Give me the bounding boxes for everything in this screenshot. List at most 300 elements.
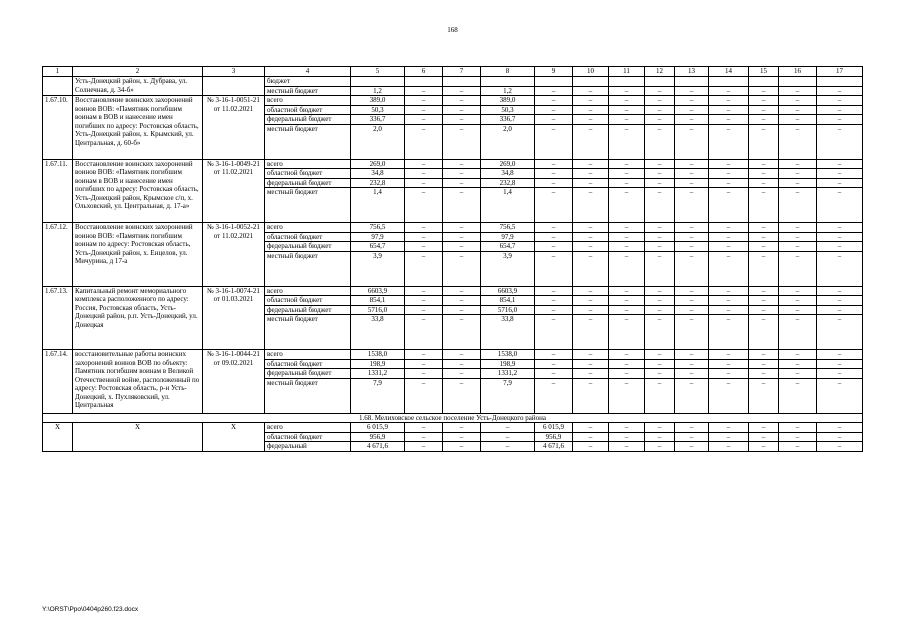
- funding-type: всего: [265, 350, 351, 360]
- value-col-14: –: [709, 432, 749, 442]
- value-col-17: –: [817, 423, 863, 433]
- value-col-10: –: [573, 232, 609, 242]
- value-col-10: –: [573, 350, 609, 360]
- column-header-17: 17: [817, 67, 863, 77]
- item-document: № 3-16-1-0052-21 от 11.02.2021: [203, 223, 265, 287]
- value-col-8: 2,0: [481, 124, 535, 159]
- funding-type: всего: [265, 223, 351, 233]
- value-col-5: 6603,9: [351, 286, 405, 296]
- value-col-10: –: [573, 442, 609, 452]
- value-col-10: –: [573, 115, 609, 125]
- value-col-16: –: [779, 305, 817, 315]
- value-col-8: –: [481, 442, 535, 452]
- funding-type: местный бюджет: [265, 315, 351, 350]
- table-row: [43, 350, 863, 360]
- value-col-14: –: [709, 251, 749, 286]
- value-col-14: –: [709, 369, 749, 379]
- funding-type: областной бюджет: [265, 296, 351, 306]
- value-col-7: –: [443, 86, 481, 96]
- value-col-7: –: [443, 296, 481, 306]
- value-col-5: 34,8: [351, 169, 405, 179]
- value-col-15: –: [749, 359, 779, 369]
- value-col-15: –: [749, 105, 779, 115]
- value-col-13: –: [675, 369, 709, 379]
- value-col-14: –: [709, 359, 749, 369]
- value-col-15: [749, 77, 779, 87]
- value-col-15: –: [749, 86, 779, 96]
- value-col-8: 34,8: [481, 169, 535, 179]
- item-number: 1.67.12.: [43, 223, 73, 287]
- value-col-5: 756,5: [351, 223, 405, 233]
- value-col-11: –: [609, 188, 645, 223]
- value-col-9: –: [535, 315, 573, 350]
- value-col-16: –: [779, 442, 817, 452]
- funding-type: федеральный бюджет: [265, 178, 351, 188]
- value-col-8: 7,9: [481, 378, 535, 413]
- funding-type: областной бюджет: [265, 232, 351, 242]
- value-col-14: –: [709, 286, 749, 296]
- section-title: 1.68. Мелиховское сельское поселение Усть-Донецкого района: [43, 413, 863, 423]
- value-col-13: –: [675, 169, 709, 179]
- value-col-11: –: [609, 350, 645, 360]
- value-col-17: [817, 77, 863, 87]
- table-row: [43, 423, 863, 433]
- value-col-16: –: [779, 423, 817, 433]
- value-col-13: –: [675, 251, 709, 286]
- value-col-9: –: [535, 115, 573, 125]
- value-col-12: –: [645, 432, 675, 442]
- column-header-10: 10: [573, 67, 609, 77]
- value-col-13: –: [675, 432, 709, 442]
- value-col-14: –: [709, 178, 749, 188]
- value-col-15: –: [749, 124, 779, 159]
- value-col-17: –: [817, 350, 863, 360]
- value-col-7: –: [443, 359, 481, 369]
- value-col-8: 198,9: [481, 359, 535, 369]
- value-col-11: –: [609, 96, 645, 106]
- item-document: № 3-16-1-0074-21 от 01.03.2021: [203, 286, 265, 350]
- value-col-8: 97,9: [481, 232, 535, 242]
- value-col-7: –: [443, 432, 481, 442]
- item-name: Х: [73, 423, 203, 452]
- value-col-5: 1,2: [351, 86, 405, 96]
- value-col-7: –: [443, 369, 481, 379]
- value-col-13: –: [675, 423, 709, 433]
- value-col-11: –: [609, 432, 645, 442]
- value-col-8: 1,2: [481, 86, 535, 96]
- funding-type: бюджет: [265, 77, 351, 87]
- value-col-11: –: [609, 369, 645, 379]
- funding-type: всего: [265, 423, 351, 433]
- value-col-5: 389,0: [351, 96, 405, 106]
- funding-type: областной бюджет: [265, 105, 351, 115]
- column-header-3: 3: [203, 67, 265, 77]
- value-col-12: –: [645, 86, 675, 96]
- column-header-16: 16: [779, 67, 817, 77]
- value-col-14: –: [709, 242, 749, 252]
- funding-type: федеральный бюджет: [265, 305, 351, 315]
- section-header-row: [43, 413, 863, 423]
- value-col-14: –: [709, 124, 749, 159]
- value-col-6: –: [405, 369, 443, 379]
- value-col-16: –: [779, 251, 817, 286]
- value-col-13: –: [675, 223, 709, 233]
- value-col-12: –: [645, 423, 675, 433]
- value-col-8: 389,0: [481, 96, 535, 106]
- value-col-12: –: [645, 242, 675, 252]
- funding-type: федеральный бюджет: [265, 369, 351, 379]
- value-col-17: –: [817, 442, 863, 452]
- value-col-9: –: [535, 96, 573, 106]
- column-header-12: 12: [645, 67, 675, 77]
- value-col-10: –: [573, 286, 609, 296]
- column-header-2: 2: [73, 67, 203, 77]
- value-col-15: –: [749, 305, 779, 315]
- value-col-6: –: [405, 378, 443, 413]
- value-col-16: –: [779, 115, 817, 125]
- value-col-14: –: [709, 305, 749, 315]
- item-number: 1.67.13.: [43, 286, 73, 350]
- value-col-5: 198,9: [351, 359, 405, 369]
- value-col-6: –: [405, 432, 443, 442]
- value-col-13: –: [675, 105, 709, 115]
- value-col-10: –: [573, 423, 609, 433]
- value-col-6: –: [405, 223, 443, 233]
- value-col-9: –: [535, 159, 573, 169]
- value-col-14: –: [709, 115, 749, 125]
- value-col-17: –: [817, 286, 863, 296]
- value-col-13: –: [675, 305, 709, 315]
- item-name: Усть-Донецкий район, х. Дубрава, ул. Солнечная, д. 34-б»: [73, 77, 203, 96]
- value-col-11: [609, 77, 645, 87]
- value-col-10: –: [573, 159, 609, 169]
- value-col-6: –: [405, 105, 443, 115]
- value-col-8: [481, 77, 535, 87]
- value-col-8: 33,8: [481, 315, 535, 350]
- value-col-13: –: [675, 232, 709, 242]
- column-header-4: 4: [265, 67, 351, 77]
- value-col-13: –: [675, 378, 709, 413]
- value-col-7: –: [443, 105, 481, 115]
- value-col-11: –: [609, 296, 645, 306]
- value-col-15: –: [749, 242, 779, 252]
- value-col-15: –: [749, 188, 779, 223]
- value-col-9: –: [535, 124, 573, 159]
- value-col-9: –: [535, 86, 573, 96]
- value-col-15: –: [749, 423, 779, 433]
- value-col-17: –: [817, 305, 863, 315]
- value-col-16: –: [779, 350, 817, 360]
- funding-type: областной бюджет: [265, 359, 351, 369]
- value-col-15: –: [749, 432, 779, 442]
- column-header-1: 1: [43, 67, 73, 77]
- value-col-5: 1,4: [351, 188, 405, 223]
- value-col-7: –: [443, 242, 481, 252]
- value-col-13: [675, 77, 709, 87]
- value-col-6: –: [405, 159, 443, 169]
- value-col-14: –: [709, 296, 749, 306]
- value-col-16: –: [779, 315, 817, 350]
- item-number: Х: [43, 423, 73, 452]
- value-col-8: 756,5: [481, 223, 535, 233]
- value-col-11: –: [609, 169, 645, 179]
- value-col-15: –: [749, 159, 779, 169]
- value-col-9: –: [535, 242, 573, 252]
- value-col-10: –: [573, 251, 609, 286]
- value-col-11: –: [609, 251, 645, 286]
- value-col-6: –: [405, 232, 443, 242]
- value-col-9: –: [535, 350, 573, 360]
- value-col-15: –: [749, 369, 779, 379]
- value-col-12: –: [645, 178, 675, 188]
- value-col-5: 654,7: [351, 242, 405, 252]
- value-col-16: –: [779, 242, 817, 252]
- value-col-11: –: [609, 105, 645, 115]
- value-col-15: –: [749, 115, 779, 125]
- value-col-11: –: [609, 124, 645, 159]
- value-col-16: –: [779, 223, 817, 233]
- value-col-12: –: [645, 350, 675, 360]
- value-col-9: –: [535, 296, 573, 306]
- value-col-12: –: [645, 124, 675, 159]
- value-col-15: –: [749, 251, 779, 286]
- value-col-10: –: [573, 359, 609, 369]
- funding-type: всего: [265, 286, 351, 296]
- item-document: Х: [203, 423, 265, 452]
- value-col-16: –: [779, 96, 817, 106]
- value-col-10: –: [573, 124, 609, 159]
- funding-type: всего: [265, 96, 351, 106]
- value-col-13: –: [675, 159, 709, 169]
- column-header-5: 5: [351, 67, 405, 77]
- value-col-15: –: [749, 178, 779, 188]
- value-col-15: –: [749, 296, 779, 306]
- column-header-8: 8: [481, 67, 535, 77]
- table-row: [43, 223, 863, 233]
- value-col-6: –: [405, 169, 443, 179]
- item-document: [203, 77, 265, 96]
- value-col-8: 50,3: [481, 105, 535, 115]
- value-col-10: –: [573, 432, 609, 442]
- column-header-7: 7: [443, 67, 481, 77]
- value-col-17: –: [817, 242, 863, 252]
- value-col-7: [443, 77, 481, 87]
- value-col-17: –: [817, 359, 863, 369]
- value-col-9: 4 671,6: [535, 442, 573, 452]
- value-col-6: –: [405, 86, 443, 96]
- value-col-5: 956,9: [351, 432, 405, 442]
- value-col-5: 6 015,9: [351, 423, 405, 433]
- value-col-7: –: [443, 350, 481, 360]
- value-col-6: –: [405, 124, 443, 159]
- value-col-9: –: [535, 188, 573, 223]
- funding-type: федеральный бюджет: [265, 115, 351, 125]
- value-col-5: 1538,0: [351, 350, 405, 360]
- value-col-9: –: [535, 178, 573, 188]
- column-header-15: 15: [749, 67, 779, 77]
- value-col-8: 1538,0: [481, 350, 535, 360]
- value-col-17: –: [817, 232, 863, 242]
- value-col-16: –: [779, 359, 817, 369]
- column-header-13: 13: [675, 67, 709, 77]
- funding-type: местный бюджет: [265, 124, 351, 159]
- item-name: Капитальный ремонт мемориального комплекса расположенного по адресу: Россия, Ростовская область, Усть-Донецкий район, р.п. Усть-Донецкий, ул. Донецкая: [73, 286, 203, 350]
- value-col-7: –: [443, 232, 481, 242]
- value-col-17: –: [817, 315, 863, 350]
- value-col-11: –: [609, 378, 645, 413]
- value-col-7: –: [443, 169, 481, 179]
- value-col-6: –: [405, 423, 443, 433]
- value-col-13: –: [675, 296, 709, 306]
- value-col-6: –: [405, 315, 443, 350]
- item-number: 1.67.14.: [43, 350, 73, 414]
- value-col-15: –: [749, 442, 779, 452]
- value-col-12: –: [645, 378, 675, 413]
- value-col-6: –: [405, 305, 443, 315]
- value-col-16: –: [779, 188, 817, 223]
- value-col-7: –: [443, 188, 481, 223]
- value-col-10: –: [573, 169, 609, 179]
- funding-type: местный бюджет: [265, 251, 351, 286]
- value-col-15: –: [749, 350, 779, 360]
- item-document: № 3-16-1-0049-21 от 11.02.2021: [203, 159, 265, 223]
- value-col-14: –: [709, 96, 749, 106]
- value-col-12: –: [645, 115, 675, 125]
- value-col-12: –: [645, 296, 675, 306]
- value-col-9: [535, 77, 573, 87]
- value-col-11: –: [609, 159, 645, 169]
- value-col-14: –: [709, 232, 749, 242]
- value-col-9: –: [535, 169, 573, 179]
- value-col-12: –: [645, 359, 675, 369]
- value-col-8: 336,7: [481, 115, 535, 125]
- value-col-5: 336,7: [351, 115, 405, 125]
- value-col-8: 3,9: [481, 251, 535, 286]
- value-col-11: –: [609, 286, 645, 296]
- value-col-16: –: [779, 432, 817, 442]
- value-col-17: –: [817, 378, 863, 413]
- value-col-8: 232,8: [481, 178, 535, 188]
- value-col-7: –: [443, 159, 481, 169]
- value-col-7: –: [443, 115, 481, 125]
- value-col-12: [645, 77, 675, 87]
- value-col-6: [405, 77, 443, 87]
- value-col-6: –: [405, 442, 443, 452]
- value-col-9: –: [535, 286, 573, 296]
- value-col-16: –: [779, 124, 817, 159]
- value-col-6: –: [405, 286, 443, 296]
- value-col-15: –: [749, 378, 779, 413]
- value-col-17: –: [817, 105, 863, 115]
- value-col-15: –: [749, 169, 779, 179]
- value-col-12: –: [645, 223, 675, 233]
- value-col-6: –: [405, 359, 443, 369]
- item-document: № 3-16-1-0044-21 от 09.02.2021: [203, 350, 265, 414]
- value-col-16: –: [779, 86, 817, 96]
- value-col-5: 3,9: [351, 251, 405, 286]
- value-col-17: –: [817, 188, 863, 223]
- value-col-12: –: [645, 442, 675, 452]
- value-col-9: –: [535, 305, 573, 315]
- value-col-10: –: [573, 369, 609, 379]
- value-col-7: –: [443, 178, 481, 188]
- value-col-10: –: [573, 305, 609, 315]
- value-col-11: –: [609, 223, 645, 233]
- value-col-17: –: [817, 124, 863, 159]
- value-col-17: –: [817, 223, 863, 233]
- value-col-16: –: [779, 296, 817, 306]
- item-name: Восстановление воинских захоронений воинов ВОВ: «Памятник погибшим воинам в ВОВ и нанесение имен погибших по адресу: Ростовская область, Усть-Донецкий район, Крымское с/п, х. Ольховский, ул. Центральная, д. 17-а»: [73, 159, 203, 223]
- value-col-17: –: [817, 86, 863, 96]
- value-col-6: –: [405, 350, 443, 360]
- value-col-15: –: [749, 286, 779, 296]
- value-col-17: –: [817, 115, 863, 125]
- value-col-15: –: [749, 223, 779, 233]
- value-col-9: –: [535, 223, 573, 233]
- item-name: Восстановление воинских захоронений воинов ВОВ: «Памятник погибшим воинам в ВОВ и нанесение имен погибших по адресу: Ростовская область, Усть-Донецкий район, х. Крымский, ул. Центральная, д. 60-б»: [73, 96, 203, 160]
- value-col-5: 269,0: [351, 159, 405, 169]
- value-col-5: 97,9: [351, 232, 405, 242]
- table-row: [43, 77, 863, 87]
- value-col-5: [351, 77, 405, 87]
- value-col-5: 2,0: [351, 124, 405, 159]
- value-col-9: –: [535, 378, 573, 413]
- value-col-13: –: [675, 115, 709, 125]
- value-col-5: 854,1: [351, 296, 405, 306]
- budget-table: [42, 66, 863, 452]
- value-col-11: –: [609, 178, 645, 188]
- value-col-12: –: [645, 369, 675, 379]
- funding-type: местный бюджет: [265, 378, 351, 413]
- value-col-16: –: [779, 286, 817, 296]
- value-col-16: –: [779, 369, 817, 379]
- value-col-8: 6603,9: [481, 286, 535, 296]
- value-col-16: –: [779, 378, 817, 413]
- column-header-6: 6: [405, 67, 443, 77]
- value-col-15: –: [749, 96, 779, 106]
- value-col-16: –: [779, 169, 817, 179]
- value-col-16: –: [779, 105, 817, 115]
- value-col-8: –: [481, 423, 535, 433]
- value-col-12: –: [645, 159, 675, 169]
- value-col-9: –: [535, 232, 573, 242]
- value-col-9: –: [535, 251, 573, 286]
- value-col-6: –: [405, 178, 443, 188]
- value-col-10: –: [573, 378, 609, 413]
- value-col-9: –: [535, 105, 573, 115]
- value-col-13: –: [675, 86, 709, 96]
- value-col-14: –: [709, 86, 749, 96]
- funding-type: областной бюджет: [265, 432, 351, 442]
- value-col-12: –: [645, 169, 675, 179]
- value-col-8: 654,7: [481, 242, 535, 252]
- value-col-5: 1331,2: [351, 369, 405, 379]
- value-col-17: –: [817, 169, 863, 179]
- value-col-8: 5716,0: [481, 305, 535, 315]
- value-col-7: –: [443, 442, 481, 452]
- value-col-15: –: [749, 232, 779, 242]
- value-col-16: –: [779, 178, 817, 188]
- value-col-14: –: [709, 378, 749, 413]
- funding-type: местный бюджет: [265, 86, 351, 96]
- value-col-6: –: [405, 242, 443, 252]
- value-col-17: –: [817, 159, 863, 169]
- funding-type: федеральный: [265, 442, 351, 452]
- item-name: восстановительные работы воинских захоронений воинов ВОВ по объекту: Памятник погибшим воинам в Великой Отечественной войне, расположенный по адресу: Ростовская область, р-н Усть-Донецкий, х. Пухляковский, ул. Центральная: [73, 350, 203, 414]
- value-col-16: –: [779, 232, 817, 242]
- value-col-14: –: [709, 350, 749, 360]
- value-col-6: –: [405, 96, 443, 106]
